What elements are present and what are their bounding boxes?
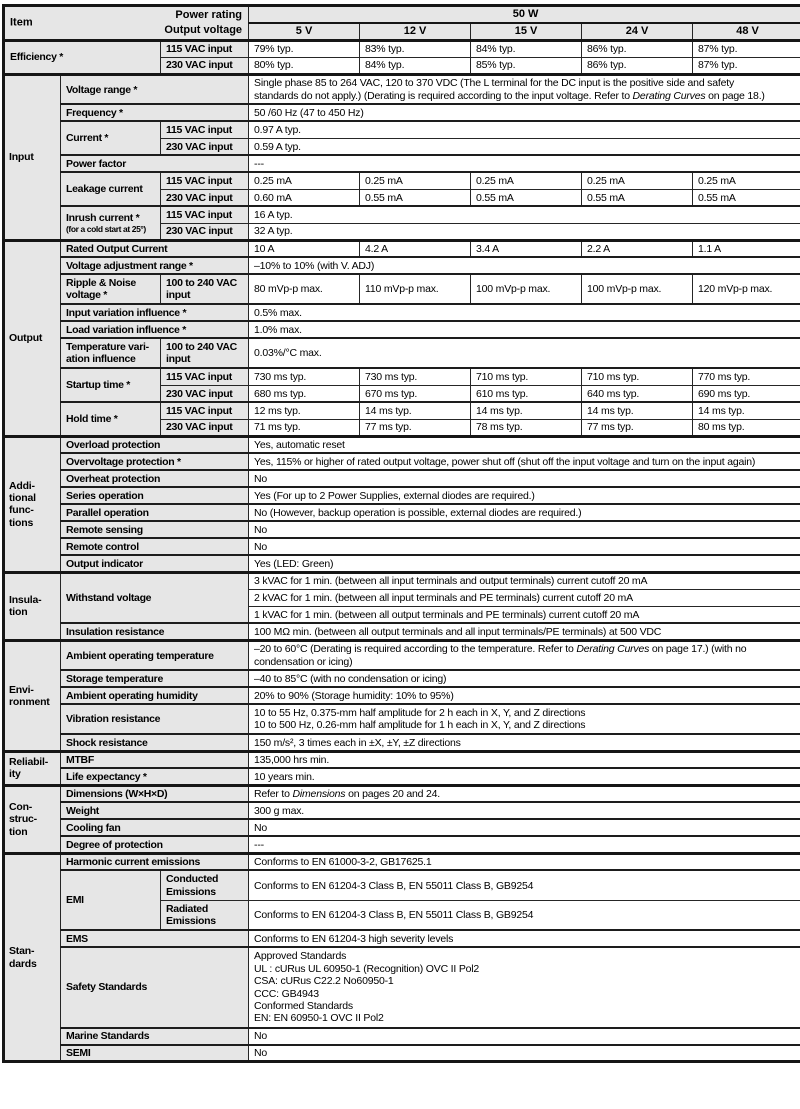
voltage-column-header: 5 V xyxy=(249,23,360,40)
row-parallel-operation xyxy=(4,504,800,521)
value-cell: 730 ms typ. xyxy=(249,368,360,385)
row-voltage-range xyxy=(4,74,800,104)
sub-label-cell: 230 VAC input xyxy=(161,419,249,436)
value-cell: 100 MΩ min. (between all output terminals and all input terminals/PE terminals) at 500 VDC xyxy=(249,623,800,640)
section-label-environment: Envi- ronment xyxy=(4,640,61,751)
item-label-cell: Harmonic current emissions xyxy=(61,853,249,870)
row-insulation-resistance xyxy=(4,623,800,640)
value-cell: 0.25 mA xyxy=(360,172,471,189)
row-vibration-resistance xyxy=(4,704,800,734)
value-cell: 110 mVp-p max. xyxy=(360,274,471,304)
value-cell: 85% typ. xyxy=(471,57,582,74)
section-label-construction: Con- struc- tion xyxy=(4,785,61,853)
value-cell: 77 ms typ. xyxy=(360,419,471,436)
sub-label-cell: 230 VAC input xyxy=(161,385,249,402)
value-cell: 84% typ. xyxy=(360,57,471,74)
item-label-cell: EMS xyxy=(61,930,249,947)
value-cell: 10 A xyxy=(249,240,360,257)
value-cell: Conforms to EN 61204-3 Class B, EN 55011 Class B, GB9254 xyxy=(249,900,800,930)
sub-label-cell: Radiated Emissions xyxy=(161,900,249,930)
value-cell: No xyxy=(249,538,800,555)
value-cell: 770 ms typ. xyxy=(693,368,800,385)
value-cell: 86% typ. xyxy=(582,57,693,74)
row-frequency xyxy=(4,104,800,121)
value-cell: 77 ms typ. xyxy=(582,419,693,436)
sub-label-cell: 230 VAC input xyxy=(161,223,249,240)
item-label-cell: Life expectancy * xyxy=(61,768,249,785)
row-emi-conducted xyxy=(4,870,800,900)
value-cell: 0.25 mA xyxy=(471,172,582,189)
value-cell: No xyxy=(249,521,800,538)
row-leakage-115vac xyxy=(4,172,800,189)
value-cell: Conforms to EN 61000-3-2, GB17625.1 xyxy=(249,853,800,870)
item-label-cell: Storage temperature xyxy=(61,670,249,687)
item-label-cell: Input variation influence * xyxy=(61,304,249,321)
value-cell: 710 ms typ. xyxy=(471,368,582,385)
row-storage-temperature xyxy=(4,670,800,687)
item-label-cell: Load variation influence * xyxy=(61,321,249,338)
voltage-column-header: 12 V xyxy=(360,23,471,40)
value-cell: 0.25 mA xyxy=(582,172,693,189)
value-cell: –20 to 60°C (Derating is required according to the temperature. Refer to Derating Curves on page 17.) (with no condensation or icing) xyxy=(249,640,800,670)
item-label-cell: Vibration resistance xyxy=(61,704,249,734)
value-cell: Yes, 115% or higher of rated output voltage, power shut off (shut off the input voltage and turn on the input again) xyxy=(249,453,800,470)
value-cell: 87% typ. xyxy=(693,57,800,74)
item-label-cell: Remote control xyxy=(61,538,249,555)
row-startup-115vac xyxy=(4,368,800,385)
item-label-cell: Voltage adjustment range * xyxy=(61,257,249,274)
header-row-power-rating xyxy=(4,6,800,23)
value-cell: 32 A typ. xyxy=(249,223,800,240)
value-cell: 10 to 55 Hz, 0.375-mm half amplitude for 2 h each in X, Y, and Z directions 10 to 500 Hz, 0.26-mm half amplitude for 1 h each in X, Y, and Z directions xyxy=(249,704,800,734)
sub-label-cell: 100 to 240 VAC input xyxy=(161,274,249,304)
value-cell: 80% typ. xyxy=(249,57,360,74)
value-cell: 14 ms typ. xyxy=(693,402,800,419)
value-cell: 0.25 mA xyxy=(249,172,360,189)
row-ambient-humidity xyxy=(4,687,800,704)
item-label-subnote: (for a cold start at 25°) xyxy=(66,223,146,234)
value-cell: 20% to 90% (Storage humidity: 10% to 95%) xyxy=(249,687,800,704)
value-cell: 3 kVAC for 1 min. (between all input terminals and output terminals) current cutoff 20 mA xyxy=(249,572,800,589)
value-cell: 135,000 hrs min. xyxy=(249,751,800,768)
value-cell: 4.2 A xyxy=(360,240,471,257)
sub-label-cell: 115 VAC input xyxy=(161,172,249,189)
value-cell: –10% to 10% (with V. ADJ) xyxy=(249,257,800,274)
value-cell: No xyxy=(249,1045,800,1062)
value-cell: No xyxy=(249,819,800,836)
value-cell: Yes (LED: Green) xyxy=(249,555,800,572)
item-label-cell: Hold time * xyxy=(61,402,161,436)
row-remote-control xyxy=(4,538,800,555)
sub-label-cell: 100 to 240 VAC input xyxy=(161,338,249,368)
item-label-cell: Ambient operating temperature xyxy=(61,640,249,670)
value-cell: 86% typ. xyxy=(582,40,693,57)
row-overvoltage-protection xyxy=(4,453,800,470)
item-label-cell: Rated Output Current xyxy=(61,240,249,257)
item-label-cell: Parallel operation xyxy=(61,504,249,521)
row-withstand-voltage-1 xyxy=(4,572,800,589)
row-voltage-adjustment xyxy=(4,257,800,274)
item-label-cell: Ambient operating humidity xyxy=(61,687,249,704)
row-load-variation xyxy=(4,321,800,338)
section-label-insulation: Insula- tion xyxy=(4,572,61,640)
row-remote-sensing xyxy=(4,521,800,538)
value-cell: 100 mVp-p max. xyxy=(582,274,693,304)
value-cell: No xyxy=(249,1028,800,1045)
value-cell: 14 ms typ. xyxy=(360,402,471,419)
row-marine-standards xyxy=(4,1028,800,1045)
value-cell: --- xyxy=(249,836,800,853)
sub-label-cell: 115 VAC input xyxy=(161,121,249,138)
value-cell: 730 ms typ. xyxy=(360,368,471,385)
value-cell: 10 years min. xyxy=(249,768,800,785)
item-label-cell: Frequency * xyxy=(61,104,249,121)
efficiency-label: Efficiency * xyxy=(4,40,161,74)
item-label-cell: Overvoltage protection * xyxy=(61,453,249,470)
section-label-additional-functions: Addi- tional func- tions xyxy=(4,436,61,572)
value-cell: 0.03%/°C max. xyxy=(249,338,800,368)
value-cell: 690 ms typ. xyxy=(693,385,800,402)
value-cell: 80 mVp-p max. xyxy=(249,274,360,304)
voltage-column-header: 48 V xyxy=(693,23,800,40)
section-label-output: Output xyxy=(4,240,61,436)
value-cell: Yes (For up to 2 Power Supplies, external diodes are required.) xyxy=(249,487,800,504)
item-label-cell: Voltage range * xyxy=(61,74,249,104)
row-efficiency-115vac xyxy=(4,40,800,57)
value-cell: 2 kVAC for 1 min. (between all input terminals and PE terminals) current cutoff 20 mA xyxy=(249,589,800,606)
spec-table xyxy=(2,4,800,1063)
row-safety-standards xyxy=(4,947,800,1027)
value-cell: 80 ms typ. xyxy=(693,419,800,436)
section-label-reliability: Reliabil- ity xyxy=(4,751,61,785)
row-cooling-fan xyxy=(4,819,800,836)
sub-label-cell: Conducted Emissions xyxy=(161,870,249,900)
value-cell: Approved Standards UL : cURus UL 60950-1 (Recognition) OVC II Pol2 CSA: cURus C22.2 No60950-1 CCC: GB4943 Conformed Standards EN: EN 60950-1 OVC II Pol2 xyxy=(249,947,800,1027)
row-current-115vac xyxy=(4,121,800,138)
item-label-cell: Marine Standards xyxy=(61,1028,249,1045)
value-cell: 300 g max. xyxy=(249,802,800,819)
value-cell: 0.97 A typ. xyxy=(249,121,800,138)
item-label-cell: Inrush current * (for a cold start at 25°) xyxy=(61,206,161,240)
row-life-expectancy xyxy=(4,768,800,785)
item-header-cell xyxy=(4,6,249,41)
item-label-cell: MTBF xyxy=(61,751,249,768)
item-label-cell: Safety Standards xyxy=(61,947,249,1027)
row-degree-of-protection xyxy=(4,836,800,853)
sub-label-cell: 230 VAC input xyxy=(161,138,249,155)
row-hold-115vac xyxy=(4,402,800,419)
value-cell: 83% typ. xyxy=(360,40,471,57)
row-rated-output-current xyxy=(4,240,800,257)
row-weight xyxy=(4,802,800,819)
value-cell: 0.55 mA xyxy=(471,189,582,206)
section-label-input: Input xyxy=(4,74,61,240)
value-cell: 610 ms typ. xyxy=(471,385,582,402)
power-rating-value: 50 W xyxy=(249,6,800,23)
value-cell: 0.59 A typ. xyxy=(249,138,800,155)
item-label-cell: Insulation resistance xyxy=(61,623,249,640)
value-cell: Conforms to EN 61204-3 Class B, EN 55011 Class B, GB9254 xyxy=(249,870,800,900)
item-label-cell: SEMI xyxy=(61,1045,249,1062)
value-cell: 0.55 mA xyxy=(693,189,800,206)
value-cell: 3.4 A xyxy=(471,240,582,257)
item-label-cell: Shock resistance xyxy=(61,734,249,751)
row-dimensions xyxy=(4,785,800,802)
value-cell: 78 ms typ. xyxy=(471,419,582,436)
sub-label-cell: 115 VAC input xyxy=(161,40,249,57)
item-label: Item xyxy=(10,16,33,29)
row-ripple-noise xyxy=(4,274,800,304)
row-inrush-115vac xyxy=(4,206,800,223)
section-label-standards: Stan- dards xyxy=(4,853,61,1061)
value-cell: 670 ms typ. xyxy=(360,385,471,402)
item-label-cell: Dimensions (W×H×D) xyxy=(61,785,249,802)
item-label-cell: Leakage current xyxy=(61,172,161,206)
row-shock-resistance xyxy=(4,734,800,751)
item-label-cell: Remote sensing xyxy=(61,521,249,538)
item-label-cell: Degree of protection xyxy=(61,836,249,853)
value-cell: 0.55 mA xyxy=(360,189,471,206)
value-cell: No xyxy=(249,470,800,487)
item-label-cell: Startup time * xyxy=(61,368,161,402)
row-ems xyxy=(4,930,800,947)
value-cell: 16 A typ. xyxy=(249,206,800,223)
value-cell: Conforms to EN 61204-3 high severity levels xyxy=(249,930,800,947)
value-cell: 0.25 mA xyxy=(693,172,800,189)
sub-label-cell: 230 VAC input xyxy=(161,57,249,74)
item-label-cell: Weight xyxy=(61,802,249,819)
value-cell: 87% typ. xyxy=(693,40,800,57)
item-label-cell: Current * xyxy=(61,121,161,155)
value-cell: 79% typ. xyxy=(249,40,360,57)
value-cell: 1 kVAC for 1 min. (between all output terminals and PE terminals) current cutoff 20 mA xyxy=(249,606,800,623)
value-cell: 71 ms typ. xyxy=(249,419,360,436)
item-label-cell: Withstand voltage xyxy=(61,572,249,623)
item-label-cell: Output indicator xyxy=(61,555,249,572)
row-overload-protection xyxy=(4,436,800,453)
value-cell: 120 mVp-p max. xyxy=(693,274,800,304)
output-voltage-label: Output voltage xyxy=(164,23,243,36)
row-harmonic-emissions xyxy=(4,853,800,870)
item-label-cell: Power factor xyxy=(61,155,249,172)
item-label-cell: Cooling fan xyxy=(61,819,249,836)
value-cell: 0.60 mA xyxy=(249,189,360,206)
value-cell: 0.55 mA xyxy=(582,189,693,206)
voltage-column-header: 24 V xyxy=(582,23,693,40)
power-rating-label: Power rating xyxy=(175,9,243,21)
value-cell: 1.1 A xyxy=(693,240,800,257)
item-label-cell: Temperature vari- ation influence xyxy=(61,338,161,368)
value-cell: 14 ms typ. xyxy=(582,402,693,419)
value-cell: 0.5% max. xyxy=(249,304,800,321)
value-cell: Refer to Dimensions on pages 20 and 24. xyxy=(249,785,800,802)
sub-label-cell: 115 VAC input xyxy=(161,206,249,223)
value-cell: No (However, backup operation is possible, external diodes are required.) xyxy=(249,504,800,521)
row-series-operation xyxy=(4,487,800,504)
row-power-factor xyxy=(4,155,800,172)
value-cell: 1.0% max. xyxy=(249,321,800,338)
value-cell: 150 m/s², 3 times each in ±X, ±Y, ±Z directions xyxy=(249,734,800,751)
row-mtbf xyxy=(4,751,800,768)
row-ambient-temperature xyxy=(4,640,800,670)
sub-label-cell: 115 VAC input xyxy=(161,402,249,419)
value-cell: --- xyxy=(249,155,800,172)
row-input-variation xyxy=(4,304,800,321)
voltage-column-header: 15 V xyxy=(471,23,582,40)
row-temperature-variation xyxy=(4,338,800,368)
item-label-cell: Ripple & Noise voltage * xyxy=(61,274,161,304)
value-cell: –40 to 85°C (with no condensation or icing) xyxy=(249,670,800,687)
sub-label-cell: 115 VAC input xyxy=(161,368,249,385)
value-cell: 2.2 A xyxy=(582,240,693,257)
row-output-indicator xyxy=(4,555,800,572)
value-cell: 100 mVp-p max. xyxy=(471,274,582,304)
value-cell: 84% typ. xyxy=(471,40,582,57)
value-cell: 12 ms typ. xyxy=(249,402,360,419)
item-label-cell: Series operation xyxy=(61,487,249,504)
item-label-cell: Overload protection xyxy=(61,436,249,453)
item-label-cell: EMI xyxy=(61,870,161,930)
value-cell: 710 ms typ. xyxy=(582,368,693,385)
value-cell: 640 ms typ. xyxy=(582,385,693,402)
value-cell: Yes, automatic reset xyxy=(249,436,800,453)
value-cell: 680 ms typ. xyxy=(249,385,360,402)
value-cell: Single phase 85 to 264 VAC, 120 to 370 VDC (The L terminal for the DC input is the positive side and safety standards do not apply.) (Derating is required according to the input voltage. Refer to Derating Curves on page 18.) xyxy=(249,74,800,104)
sub-label-cell: 230 VAC input xyxy=(161,189,249,206)
item-label-cell: Overheat protection xyxy=(61,470,249,487)
value-cell: 14 ms typ. xyxy=(471,402,582,419)
row-semi xyxy=(4,1045,800,1062)
value-cell: 50 /60 Hz (47 to 450 Hz) xyxy=(249,104,800,121)
row-overheat-protection xyxy=(4,470,800,487)
